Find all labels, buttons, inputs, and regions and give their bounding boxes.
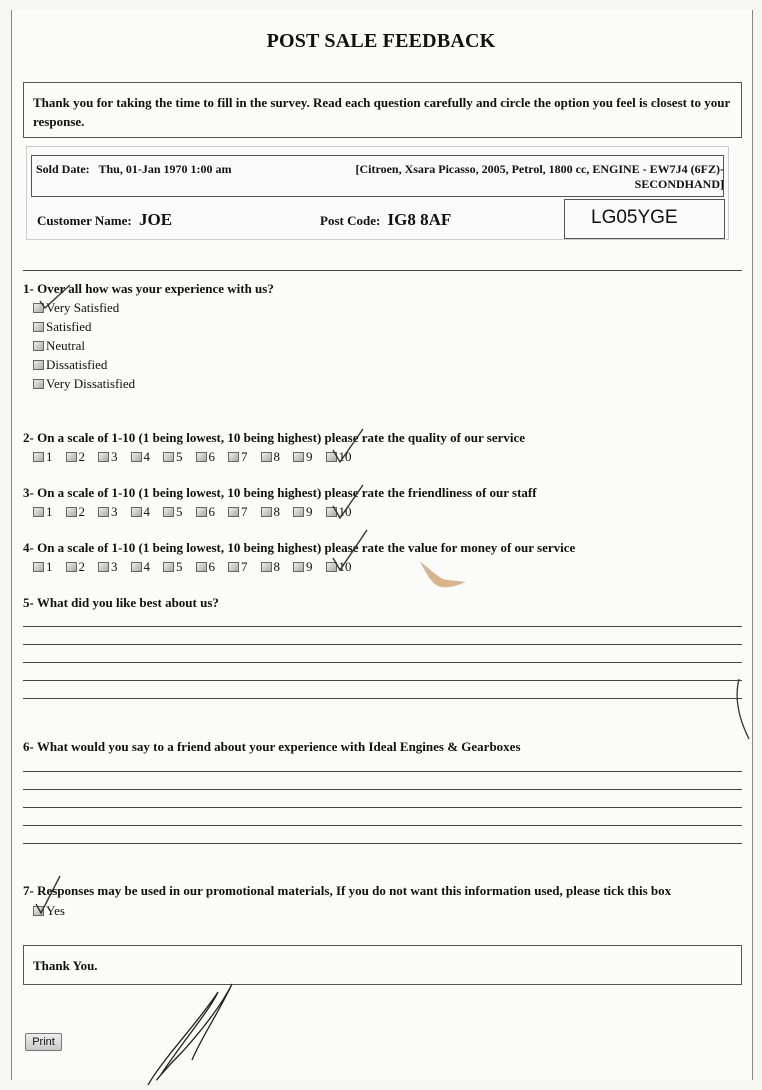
checkbox[interactable] — [293, 507, 304, 517]
checkbox[interactable] — [131, 507, 142, 517]
checkbox[interactable] — [163, 507, 174, 517]
scale-option-7[interactable] — [228, 504, 261, 520]
page-edge-mark — [733, 675, 753, 745]
option-label: Dissatisfied — [46, 357, 108, 372]
checkbox[interactable] — [98, 562, 109, 572]
answer-line — [23, 807, 742, 808]
answer-line — [23, 662, 742, 663]
scale-label: 10 — [338, 559, 352, 574]
checkbox[interactable] — [261, 507, 272, 517]
scale-label: 2 — [78, 559, 85, 574]
scale-option-2[interactable] — [66, 449, 99, 465]
question-7: 7- Responses may be used in our promotional materials, If you do not want this information used, please tick this box — [23, 883, 672, 898]
scale-option-8[interactable] — [261, 449, 294, 465]
q1-option-neutral[interactable] — [33, 338, 85, 354]
scale-label: 8 — [273, 504, 280, 519]
coffee-stain — [418, 560, 468, 595]
scale-label: 4 — [143, 559, 150, 574]
question-6: 6- What would you say to a friend about your experience with Ideal Engines & Gearboxes — [23, 739, 521, 754]
closing-message: Thank You. — [23, 945, 742, 985]
checkbox[interactable] — [98, 507, 109, 517]
scale-label: 7 — [241, 559, 248, 574]
checkbox[interactable] — [293, 452, 304, 462]
scale-label: 5 — [176, 504, 183, 519]
print-button[interactable]: Print — [25, 1033, 62, 1051]
scale-label: 9 — [306, 449, 313, 464]
scale-label: 1 — [46, 559, 53, 574]
scale-option-1[interactable] — [33, 504, 66, 520]
scale-label: 6 — [208, 449, 215, 464]
checkbox[interactable] — [33, 452, 44, 462]
checkbox[interactable] — [66, 507, 77, 517]
scale-option-9[interactable] — [293, 449, 326, 465]
checkbox[interactable] — [66, 452, 77, 462]
scale-option-3[interactable] — [98, 449, 131, 465]
answer-line — [23, 825, 742, 826]
customer-value: JOE — [138, 210, 173, 229]
q1-option-very-satisfied[interactable] — [33, 300, 119, 316]
checkbox[interactable] — [163, 452, 174, 462]
scale-option-5[interactable] — [163, 559, 196, 575]
q2-scale[interactable] — [33, 449, 358, 465]
checkbox[interactable] — [228, 562, 239, 572]
question-1: 1- Over all how was your experience with us? — [23, 281, 274, 296]
sold-date-value: Thu, 01-Jan 1970 1:00 am — [98, 162, 232, 176]
option-label: Yes — [46, 903, 65, 918]
page-title: POST SALE FEEDBACK — [266, 30, 496, 52]
scale-label: 7 — [241, 449, 248, 464]
checkbox[interactable] — [33, 341, 44, 351]
scale-label: 10 — [338, 449, 352, 464]
vehicle-details — [324, 162, 724, 192]
q1-option-satisfied[interactable] — [33, 319, 92, 335]
scale-option-2[interactable] — [66, 504, 99, 520]
checkbox[interactable] — [33, 303, 44, 313]
intro-text: Thank you for taking the time to fill in the survey. Read each question carefully and circle the option you feel is closest to your response. — [23, 82, 742, 138]
checkbox[interactable] — [33, 507, 44, 517]
answer-line — [23, 680, 742, 681]
scale-option-10[interactable] — [326, 559, 359, 575]
q3-scale[interactable] — [33, 504, 358, 520]
checkbox[interactable] — [131, 562, 142, 572]
scale-option-6[interactable] — [196, 504, 229, 520]
scale-option-4[interactable] — [131, 504, 164, 520]
q1-option-dissatisfied[interactable] — [33, 357, 107, 373]
signature — [140, 980, 240, 1088]
answer-line — [23, 698, 742, 699]
scale-option-2[interactable] — [66, 559, 99, 575]
postcode-value: IG8 8AF — [387, 210, 452, 229]
scale-option-6[interactable] — [196, 449, 229, 465]
scale-label: 10 — [338, 504, 352, 519]
checkbox[interactable] — [196, 452, 207, 462]
scale-label: 8 — [273, 449, 280, 464]
answer-line — [23, 843, 742, 844]
registration-box: LG05YGE — [564, 199, 725, 239]
scale-label: 9 — [306, 504, 313, 519]
sold-date — [36, 162, 231, 177]
sold-date-label: Sold Date: — [36, 162, 90, 176]
checkbox[interactable] — [131, 452, 142, 462]
option-label: Very Satisfied — [46, 300, 120, 315]
checkbox[interactable] — [196, 507, 207, 517]
scale-option-3[interactable] — [98, 559, 131, 575]
question-4: 4- On a scale of 1-10 (1 being lowest, 10 being highest) please rate the value for money of our service — [23, 540, 576, 555]
scale-option-5[interactable] — [163, 504, 196, 520]
answer-line — [23, 626, 742, 627]
post-code — [320, 210, 451, 230]
checkbox[interactable] — [33, 322, 44, 332]
checkbox[interactable] — [66, 562, 77, 572]
scale-option-6[interactable] — [196, 559, 229, 575]
option-label: Neutral — [46, 338, 85, 353]
scale-option-7[interactable] — [228, 559, 261, 575]
checkbox[interactable] — [326, 562, 337, 572]
scale-label: 4 — [143, 504, 150, 519]
scale-label: 5 — [176, 449, 183, 464]
checkbox[interactable] — [261, 452, 272, 462]
option-label: Very Dissatisfied — [46, 376, 136, 391]
checkbox[interactable] — [33, 379, 44, 389]
checkbox[interactable] — [98, 452, 109, 462]
checkbox[interactable] — [326, 452, 337, 462]
scale-option-10[interactable] — [326, 504, 359, 520]
scale-option-1[interactable] — [33, 449, 66, 465]
checkbox[interactable] — [33, 906, 44, 916]
scale-label: 7 — [241, 504, 248, 519]
q7-option-yes[interactable] — [33, 903, 65, 919]
scale-label: 5 — [176, 559, 183, 574]
scale-option-10[interactable] — [326, 449, 359, 465]
scale-option-4[interactable] — [131, 449, 164, 465]
customer-label: Customer Name: — [37, 213, 132, 228]
question-2: 2- On a scale of 1-10 (1 being lowest, 10 being highest) please rate the quality of our service — [23, 430, 526, 445]
scale-label: 6 — [208, 504, 215, 519]
vehicle-line-2: SECONDHAND] — [634, 177, 724, 191]
scale-label: 8 — [273, 559, 280, 574]
scale-label: 2 — [78, 449, 85, 464]
option-label: Satisfied — [46, 319, 92, 334]
scale-option-4[interactable] — [131, 559, 164, 575]
scale-option-3[interactable] — [98, 504, 131, 520]
q1-option-very-dissatisfied[interactable] — [33, 376, 135, 392]
q4-scale[interactable] — [33, 559, 358, 575]
checkbox[interactable] — [293, 562, 304, 572]
checkbox[interactable] — [33, 562, 44, 572]
scale-label: 6 — [208, 559, 215, 574]
answer-line — [23, 644, 742, 645]
checkbox[interactable] — [261, 562, 272, 572]
checkbox[interactable] — [326, 507, 337, 517]
scale-label: 2 — [78, 504, 85, 519]
scale-option-1[interactable] — [33, 559, 66, 575]
checkbox[interactable] — [163, 562, 174, 572]
checkbox[interactable] — [196, 562, 207, 572]
checkbox[interactable] — [228, 452, 239, 462]
scale-label: 3 — [111, 559, 118, 574]
checkbox[interactable] — [228, 507, 239, 517]
scale-label: 3 — [111, 504, 118, 519]
vehicle-line-1: [Citroen, Xsara Picasso, 2005, Petrol, 1800 cc, ENGINE - EW7J4 (6FZ)- — [355, 162, 724, 176]
scale-label: 1 — [46, 504, 53, 519]
answer-line — [23, 771, 742, 772]
scale-option-8[interactable] — [261, 504, 294, 520]
section-divider — [23, 270, 742, 271]
scale-label: 1 — [46, 449, 53, 464]
scale-option-9[interactable] — [293, 504, 326, 520]
customer-name — [37, 210, 172, 230]
checkbox[interactable] — [33, 360, 44, 370]
scale-option-8[interactable] — [261, 559, 294, 575]
question-3: 3- On a scale of 1-10 (1 being lowest, 10 being highest) please rate the friendliness of our staff — [23, 485, 537, 500]
scale-label: 3 — [111, 449, 118, 464]
scale-label: 9 — [306, 559, 313, 574]
question-5: 5- What did you like best about us? — [23, 595, 219, 610]
scale-option-9[interactable] — [293, 559, 326, 575]
scale-label: 4 — [143, 449, 150, 464]
postcode-label: Post Code: — [320, 213, 381, 228]
answer-line — [23, 789, 742, 790]
scale-option-7[interactable] — [228, 449, 261, 465]
scale-option-5[interactable] — [163, 449, 196, 465]
